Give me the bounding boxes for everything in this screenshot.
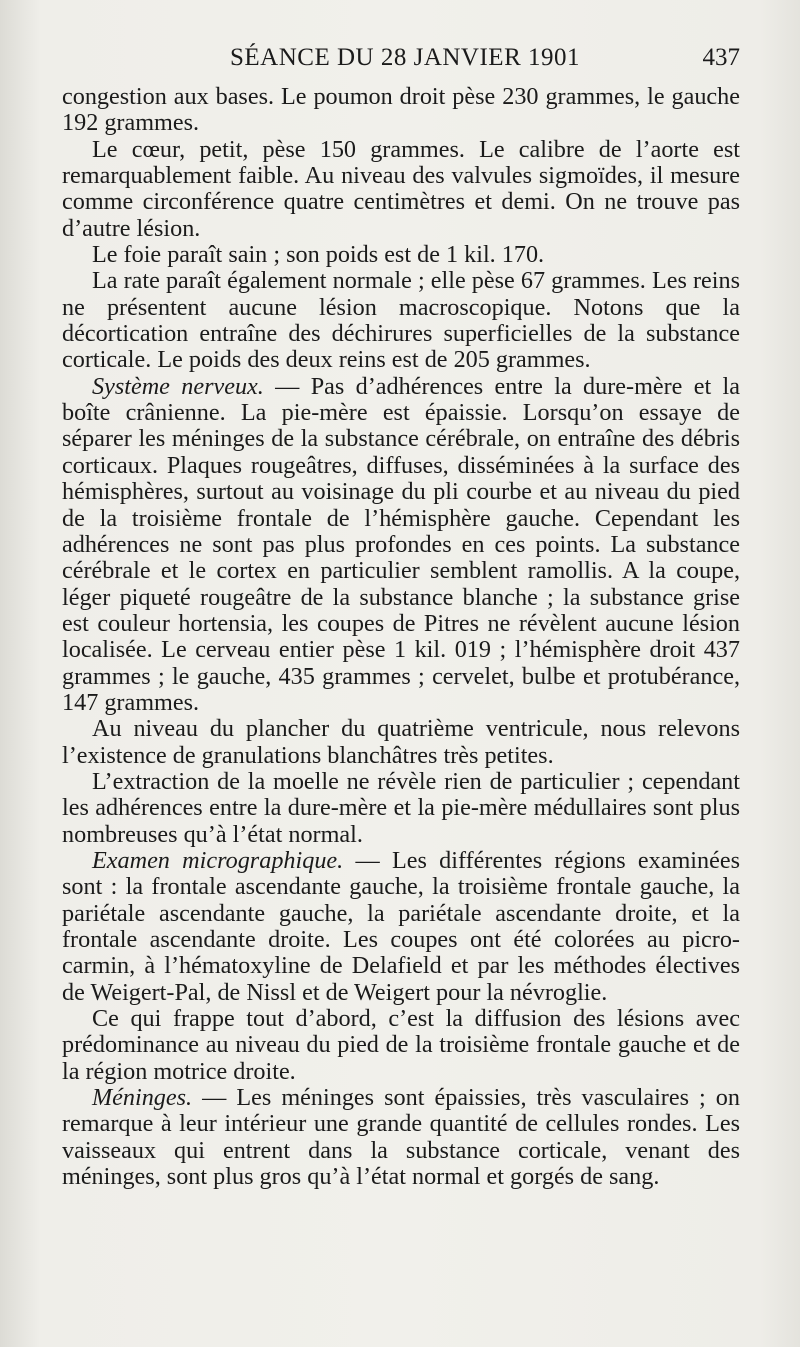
- paragraph-meninges: Méninges. — Les méninges sont épaissies, très vasculaires ; on remarque à leur intérieur une grande quantité de cellules rondes. Les vaisseaux qui entrent dans la substance corticale, venant des méninges, sont plus gros qu’à l’état normal et gorgés de sang.: [62, 1084, 740, 1191]
- paragraph-nervous-system: Système nerveux. — Pas d’adhérences entre la dure-mère et la boîte crânienne. La pie-mère est épaissie. Lorsqu’on essaye de séparer les méninges de la substance cérébrale, on entraîne des débris corticaux. Plaques rougeâtres, diffuses, disséminées à la surface des hémisphères, surtout au voisinage du pli courbe et au niveau du pied de la troisième frontale de l’hémisphère gauche. Cependant les adhérences ne sont pas plus profondes en ces points. La substance cérébrale et le cortex en particulier semblent ramollis. A la coupe, léger piqueté rougeâtre de la substance blanche ; la substance grise est couleur hortensia, les coupes de Pitres ne révèlent aucune lésion localisée. Le cerveau entier pèse 1 kil. 019 ; l’hémisphère droit 437 grammes ; le gauche, 435 grammes ; cervelet, bulbe et protubérance, 147 grammes.: [62, 372, 740, 716]
- page-number: 437: [702, 44, 740, 71]
- paragraph-lungs: congestion aux bases. Le poumon droit pèse 230 grammes, le gauche 192 grammes.: [62, 83, 740, 137]
- paragraph-fourth-ventricle: Au niveau du plancher du quatrième ventricule, nous relevons l’existence de granulations blanchâtres très petites.: [62, 715, 740, 769]
- section-lead: Système nerveux.: [92, 372, 264, 400]
- section-lead: Méninges.: [92, 1084, 193, 1112]
- paragraph-lesion-diffusion: Ce qui frappe tout d’abord, c’est la diffusion des lésions avec prédominance au niveau du pied de la troisième frontale gauche et de la région motrice droite.: [62, 1005, 740, 1085]
- paragraph-micrographic-exam: Examen micrographique. — Les différentes régions examinées sont : la frontale ascendante gauche, la troisième frontale gauche, la pariétale ascendante gauche, la pariétale ascendante droite, et la frontale ascendante droite. Les coupes ont été colorées au picro-carmin, à l’hématoxyline de Delafield et par les méthodes électives de Weigert-Pal, de Nissl et de Weigert pour la névroglie.: [62, 846, 740, 1006]
- page-header: [62, 44, 740, 74]
- paragraph-liver: Le foie paraît sain ; son poids est de 1 kil. 170.: [92, 241, 545, 269]
- paragraph-heart: Le cœur, petit, pèse 150 grammes. Le calibre de l’aorte est remarquablement faible. Au niveau des valvules sigmoïdes, il mesure comme circonférence quatre centimètres et demi. On ne trouve pas d’autre lésion.: [62, 135, 740, 242]
- paragraph-spleen-kidneys: La rate paraît également normale ; elle pèse 67 grammes. Les reins ne présentent aucune lésion macroscopique. Notons que la décortication entraîne des déchirures superficielles de la substance corticale. Le poids des deux reins est de 205 grammes.: [62, 267, 740, 374]
- section-lead: Examen micrographique.: [92, 846, 344, 874]
- running-head: SÉANCE DU 28 JANVIER 1901: [230, 44, 580, 71]
- paragraph-spinal-cord: L’extraction de la moelle ne révèle rien de particulier ; cependant les adhérences entre la dure-mère et la pie-mère médullaires sont plus nombreuses qu’à l’état normal.: [62, 767, 740, 848]
- body-text: [62, 84, 740, 1190]
